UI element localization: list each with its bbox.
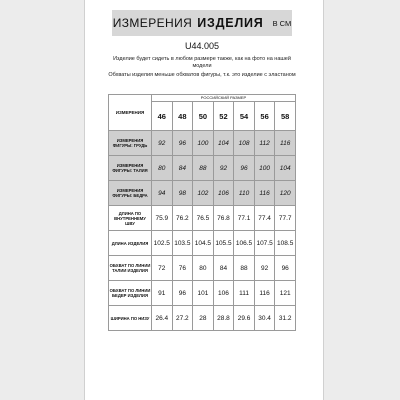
row-label: ОБХВАТ ПО ЛИНИИ БЕДЕР ИЗДЕЛИЯ — [109, 281, 152, 306]
measurement-value: 76.5 — [193, 206, 214, 231]
measurement-value: 96 — [172, 131, 193, 156]
measurement-value: 106 — [213, 281, 234, 306]
measurement-value: 112 — [254, 131, 275, 156]
measurement-value: 80 — [193, 256, 214, 281]
measurement-value: 96 — [234, 156, 255, 181]
measurement-value: 98 — [172, 181, 193, 206]
measurement-value: 116 — [254, 181, 275, 206]
measurement-value: 31.2 — [275, 306, 296, 331]
size-header: 56 — [254, 102, 275, 131]
row-label: ШИРИНА ПО НИЗУ — [109, 306, 152, 331]
size-group-header: РОССИЙСКИЙ РАЗМЕР — [152, 95, 296, 102]
fit-note: Изделие будет сидеть в любом размере также, как на фото на нашей модели — [113, 56, 291, 69]
row-label: ИЗМЕРЕНИЯ ФИГУРЫ: ГРУДЬ — [109, 131, 152, 156]
row-label: ИЗМЕРЕНИЯ ФИГУРЫ: ТАЛИЯ — [109, 156, 152, 181]
table-row — [109, 306, 296, 331]
page-title — [112, 10, 292, 36]
measurement-value: 108.5 — [275, 231, 296, 256]
table-row — [109, 131, 296, 156]
measurement-value: 77.4 — [254, 206, 275, 231]
table-row — [109, 281, 296, 306]
measurement-value: 77.1 — [234, 206, 255, 231]
title-units: В СМ — [272, 18, 292, 28]
row-label: ДЛИНА ПО ВНУТРЕННЕМУ ШВУ — [109, 206, 152, 231]
measurement-value: 77.7 — [275, 206, 296, 231]
measurement-value: 100 — [254, 156, 275, 181]
measurement-value: 88 — [193, 156, 214, 181]
measurement-value: 116 — [254, 281, 275, 306]
measurement-value: 104 — [213, 131, 234, 156]
measurement-value: 101 — [193, 281, 214, 306]
measurement-value: 107.5 — [254, 231, 275, 256]
measurement-value: 104.5 — [193, 231, 214, 256]
measurement-value: 116 — [275, 131, 296, 156]
title-product: ИЗДЕЛИЯ — [197, 16, 264, 30]
measurement-value: 80 — [152, 156, 173, 181]
measurement-value: 94 — [152, 181, 173, 206]
size-header: 48 — [172, 102, 193, 131]
measurement-value: 121 — [275, 281, 296, 306]
measurement-value: 103.5 — [172, 231, 193, 256]
measurement-value: 96 — [275, 256, 296, 281]
measurement-value: 76 — [172, 256, 193, 281]
measurement-value: 100 — [193, 131, 214, 156]
measurement-value: 72 — [152, 256, 173, 281]
measurement-value: 91 — [152, 281, 173, 306]
measurement-value: 75.9 — [152, 206, 173, 231]
size-header: 54 — [234, 102, 255, 131]
measurement-value: 76.8 — [213, 206, 234, 231]
measurement-value: 108 — [234, 131, 255, 156]
table-row — [109, 256, 296, 281]
measurement-value: 27.2 — [172, 306, 193, 331]
measurement-value: 106.5 — [234, 231, 255, 256]
measurement-value: 76.2 — [172, 206, 193, 231]
title-measurements: ИЗМЕРЕНИЯ — [112, 16, 193, 30]
measurement-value: 28.8 — [213, 306, 234, 331]
table-row — [109, 231, 296, 256]
model-code: U44.005 — [184, 41, 220, 51]
elastane-note: Обхваты изделия меньше обхватов фигуры, т.к. это изделие с эластаном — [108, 72, 296, 78]
measurement-value: 92 — [152, 131, 173, 156]
table-corner: ИЗМЕРЕНИЯ — [109, 95, 152, 131]
measurement-value: 26.4 — [152, 306, 173, 331]
table-row — [109, 206, 296, 231]
measurement-value: 110 — [234, 181, 255, 206]
measurement-value: 92 — [254, 256, 275, 281]
measurement-value: 84 — [213, 256, 234, 281]
measurement-value: 104 — [275, 156, 296, 181]
measurement-value: 120 — [275, 181, 296, 206]
table-row — [109, 156, 296, 181]
measurement-value: 30.4 — [254, 306, 275, 331]
measurement-value: 92 — [213, 156, 234, 181]
measurement-value: 102 — [193, 181, 214, 206]
measurement-value: 111 — [234, 281, 255, 306]
row-label: ДЛИНА ИЗДЕЛИЯ — [109, 231, 152, 256]
size-header: 46 — [152, 102, 173, 131]
measurement-value: 29.6 — [234, 306, 255, 331]
size-header: 58 — [275, 102, 296, 131]
measurement-value: 96 — [172, 281, 193, 306]
measurement-value: 84 — [172, 156, 193, 181]
size-group-row — [109, 95, 296, 102]
measurement-value: 106 — [213, 181, 234, 206]
measurement-value: 105.5 — [213, 231, 234, 256]
table-row — [109, 181, 296, 206]
measurement-value: 102.5 — [152, 231, 173, 256]
size-header: 50 — [193, 102, 214, 131]
row-label: ИЗМЕРЕНИЯ ФИГУРЫ: БЕДРА — [109, 181, 152, 206]
measurement-value: 88 — [234, 256, 255, 281]
row-label: ОБХВАТ ПО ЛИНИИ ТАЛИИ ИЗДЕЛИЯ — [109, 256, 152, 281]
size-table — [108, 94, 296, 331]
size-header: 52 — [213, 102, 234, 131]
measurement-value: 28 — [193, 306, 214, 331]
